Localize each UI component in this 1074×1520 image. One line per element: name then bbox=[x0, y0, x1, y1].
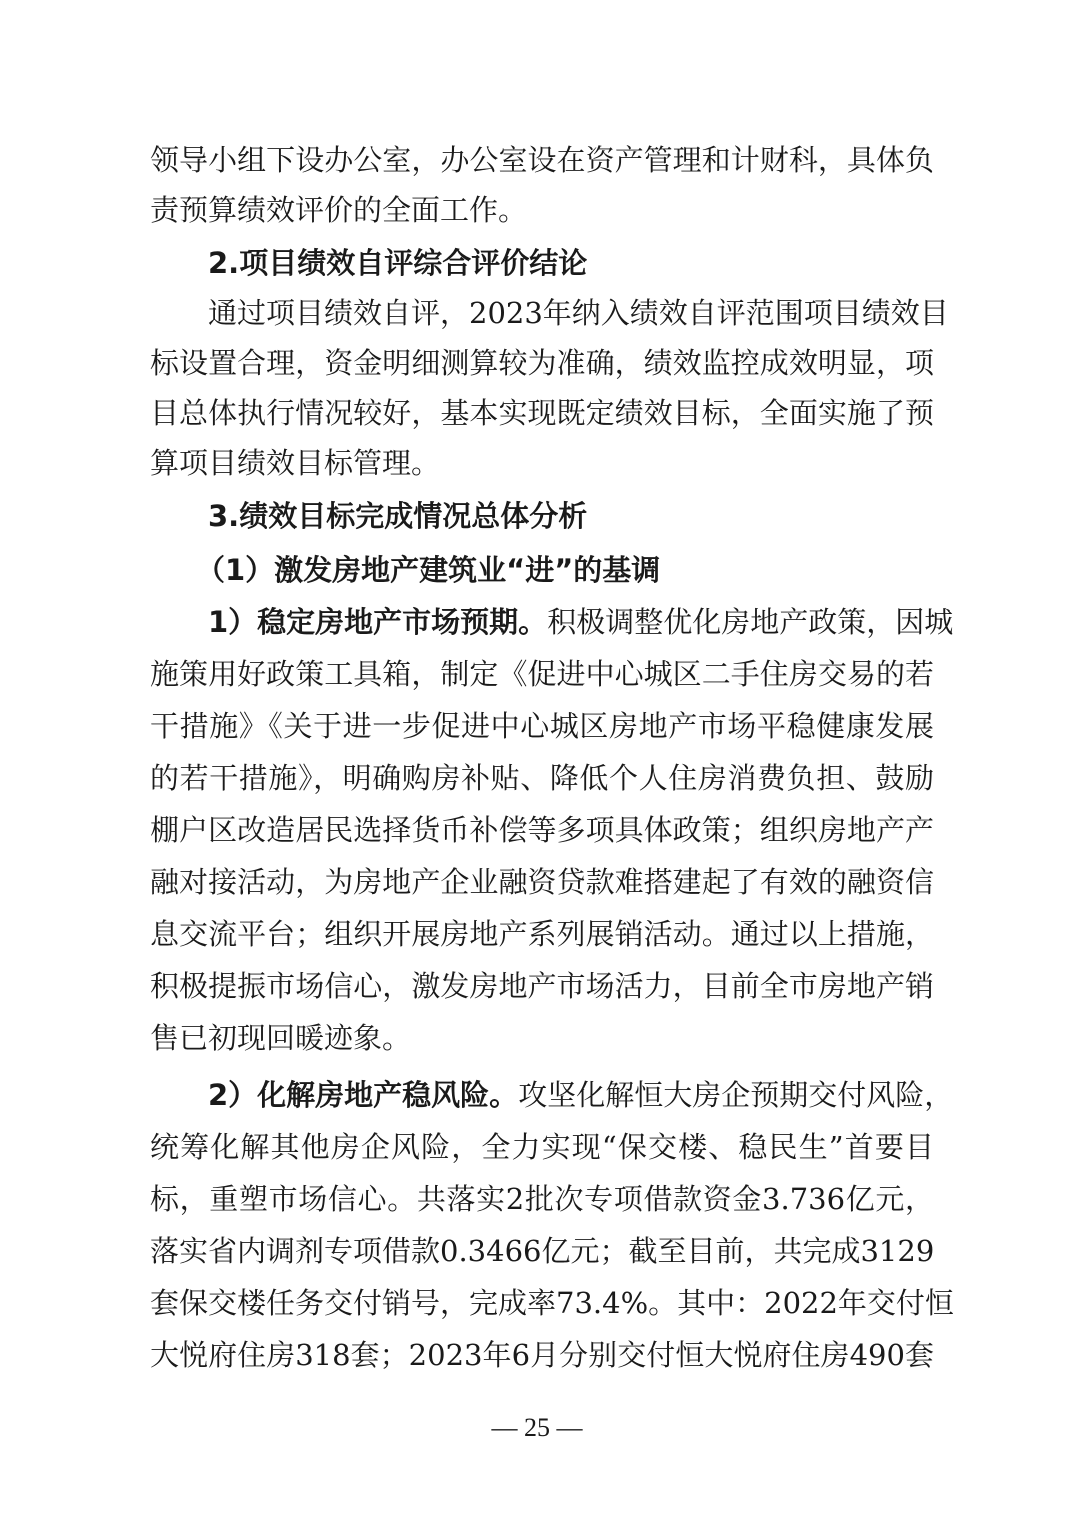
body-line: 目总体执行情况较好，基本实现既定绩效目标，全面实施了预 bbox=[150, 396, 934, 430]
body-line: 标设置合理，资金明细测算较为准确，绩效监控成效明显，项 bbox=[150, 346, 934, 380]
body-line: 息交流平台；组织开展房地产系列展销活动。通过以上措施， bbox=[150, 917, 934, 951]
item-text: 攻坚化解恒大房企预期交付风险， bbox=[518, 1078, 954, 1112]
body-line: 大悦府住房318套；2023年6月分别交付恒大悦府住房490套 bbox=[150, 1338, 934, 1372]
body-line: 棚户区改造居民选择货币补偿等多项具体政策；组织房地产产 bbox=[150, 813, 934, 847]
body-line: 售已初现回暖迹象。 bbox=[150, 1021, 412, 1055]
body-line: 干措施》《关于进一步促进中心城区房地产市场平稳健康发展 bbox=[150, 709, 934, 743]
body-line: 通过项目绩效自评，2023年纳入绩效自评范围项目绩效目 bbox=[208, 296, 949, 330]
body-line: 积极提振市场信心，激发房地产市场活力，目前全市房地产销 bbox=[150, 969, 934, 1003]
item-lead: 1）稳定房地产市场预期。 bbox=[208, 605, 548, 639]
body-line: 统筹化解其他房企风险，全力实现“保交楼、稳民生”首要目 bbox=[150, 1130, 934, 1164]
body-line: 责预算绩效评价的全面工作。 bbox=[150, 193, 528, 227]
body-line: 套保交楼任务交付销号，完成率73.4%。其中：2022年交付恒 bbox=[150, 1286, 954, 1320]
section-heading: 2.项目绩效自评综合评价结论 bbox=[208, 246, 588, 280]
paragraph-first-line bbox=[208, 602, 954, 642]
body-line: 融对接活动，为房地产企业融资贷款难搭建起了有效的融资信 bbox=[150, 865, 934, 899]
section-heading: 3.绩效目标完成情况总体分析 bbox=[208, 499, 588, 533]
body-line: 标，重塑市场信心。共落实2批次专项借款资金3.736亿元， bbox=[150, 1182, 934, 1216]
sub-heading: （1）激发房地产建筑业“进”的基调 bbox=[196, 553, 661, 587]
paragraph-first-line bbox=[208, 1075, 954, 1115]
body-line: 算项目绩效目标管理。 bbox=[150, 446, 441, 480]
item-text: 积极调整优化房地产政策，因城 bbox=[547, 605, 954, 639]
body-line: 落实省内调剂专项借款0.3466亿元；截至目前，共完成3129 bbox=[150, 1234, 935, 1268]
page-number: — 25 — bbox=[491, 1413, 583, 1442]
item-lead: 2）化解房地产稳风险。 bbox=[208, 1078, 519, 1112]
body-line: 的若干措施》，明确购房补贴、降低个人住房消费负担、鼓励 bbox=[150, 761, 934, 795]
body-line: 领导小组下设办公室，办公室设在资产管理和计财科，具体负 bbox=[150, 143, 934, 177]
body-line: 施策用好政策工具箱，制定《促进中心城区二手住房交易的若 bbox=[150, 657, 934, 691]
